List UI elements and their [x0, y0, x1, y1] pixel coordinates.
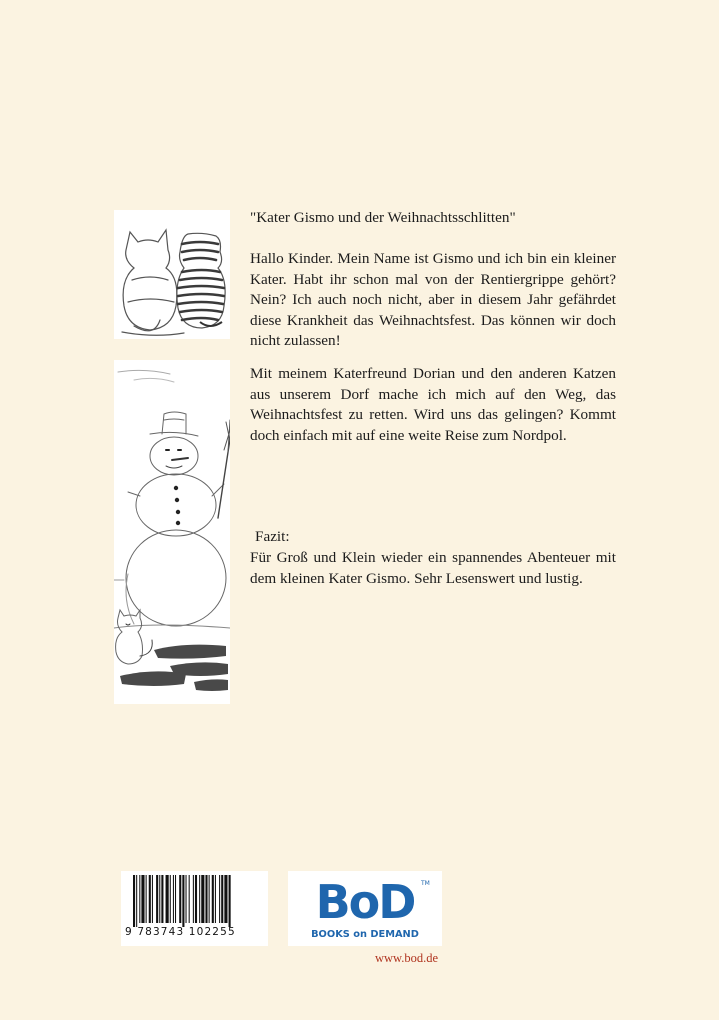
trademark-mark: TM — [421, 880, 430, 887]
barcode-bar — [219, 875, 220, 923]
barcode-bar — [175, 875, 176, 923]
cats-illustration — [114, 210, 230, 339]
intro-paragraph: Hallo Kinder. Mein Name ist Gismo und ich bin ein kleiner Kater. Habt ihr schon mal von der Rentiergrippe gehört? Nein? Ich auch noch nicht, aber in diesem Jahr gefährdet diese Krankheit das Weihnachtsfest. Das können wir doch nicht zulassen! — [250, 250, 616, 350]
barcode-bar — [205, 875, 207, 923]
barcode-bar — [156, 875, 158, 923]
barcode-bar — [159, 875, 160, 923]
barcode-bar — [215, 875, 216, 923]
barcode-bar — [173, 875, 174, 923]
barcode-bar — [229, 875, 231, 927]
barcode-bar — [136, 875, 137, 927]
barcode-bar — [209, 875, 210, 923]
isbn-digits: 9 783743 102255 — [125, 926, 236, 938]
book-title: "Kater Gismo und der Weihnachtsschlitten" — [250, 209, 516, 226]
barcode-bar — [146, 875, 147, 923]
barcode-bar — [199, 875, 200, 923]
barcode-bar — [170, 875, 171, 923]
barcode-bar — [189, 875, 190, 923]
barcode-bar — [139, 875, 140, 923]
barcode-bar — [161, 875, 163, 923]
barcode-bar — [182, 875, 184, 927]
barcode-bar — [212, 875, 214, 923]
snowman-illustration — [114, 360, 230, 704]
publisher-logo — [288, 871, 442, 946]
barcode-bar — [179, 875, 181, 923]
publisher-url: www.bod.de — [375, 951, 439, 965]
snowman-and-cat-sketch — [114, 360, 230, 704]
two-cats-sketch — [114, 210, 230, 339]
journey-paragraph: Mit meinem Katerfreund Dorian und den anderen Katzen aus unserem Dorf mache ich mich auf den Weg, das Weihnachtsfest zu retten. Wird uns das gelingen? Kommt doch einfach mit auf eine weite Reise zum Nordpol. — [250, 365, 616, 444]
barcode-bar — [166, 875, 169, 923]
barcode-bar — [152, 875, 153, 923]
fazit-heading: Fazit: — [255, 528, 290, 545]
isbn-barcode — [121, 871, 268, 946]
barcode-bar — [186, 875, 187, 923]
barcode-bars — [121, 871, 268, 927]
fazit-paragraph: Für Groß und Klein wieder ein spannendes Abenteuer mit dem kleinen Kater Gismo. Sehr Lesenswert und lustig. — [250, 549, 616, 587]
barcode-bar — [149, 875, 151, 923]
barcode-bar — [141, 875, 144, 923]
barcode-bar — [195, 875, 197, 923]
barcode-bar — [224, 875, 227, 923]
barcode-bar — [193, 875, 194, 923]
bod-wordmark: BoD — [315, 875, 415, 929]
publisher-tagline: BOOKS on DEMAND — [311, 929, 419, 940]
barcode-bar — [201, 875, 204, 923]
barcode-bar — [221, 875, 223, 923]
barcode-bar — [133, 875, 135, 927]
